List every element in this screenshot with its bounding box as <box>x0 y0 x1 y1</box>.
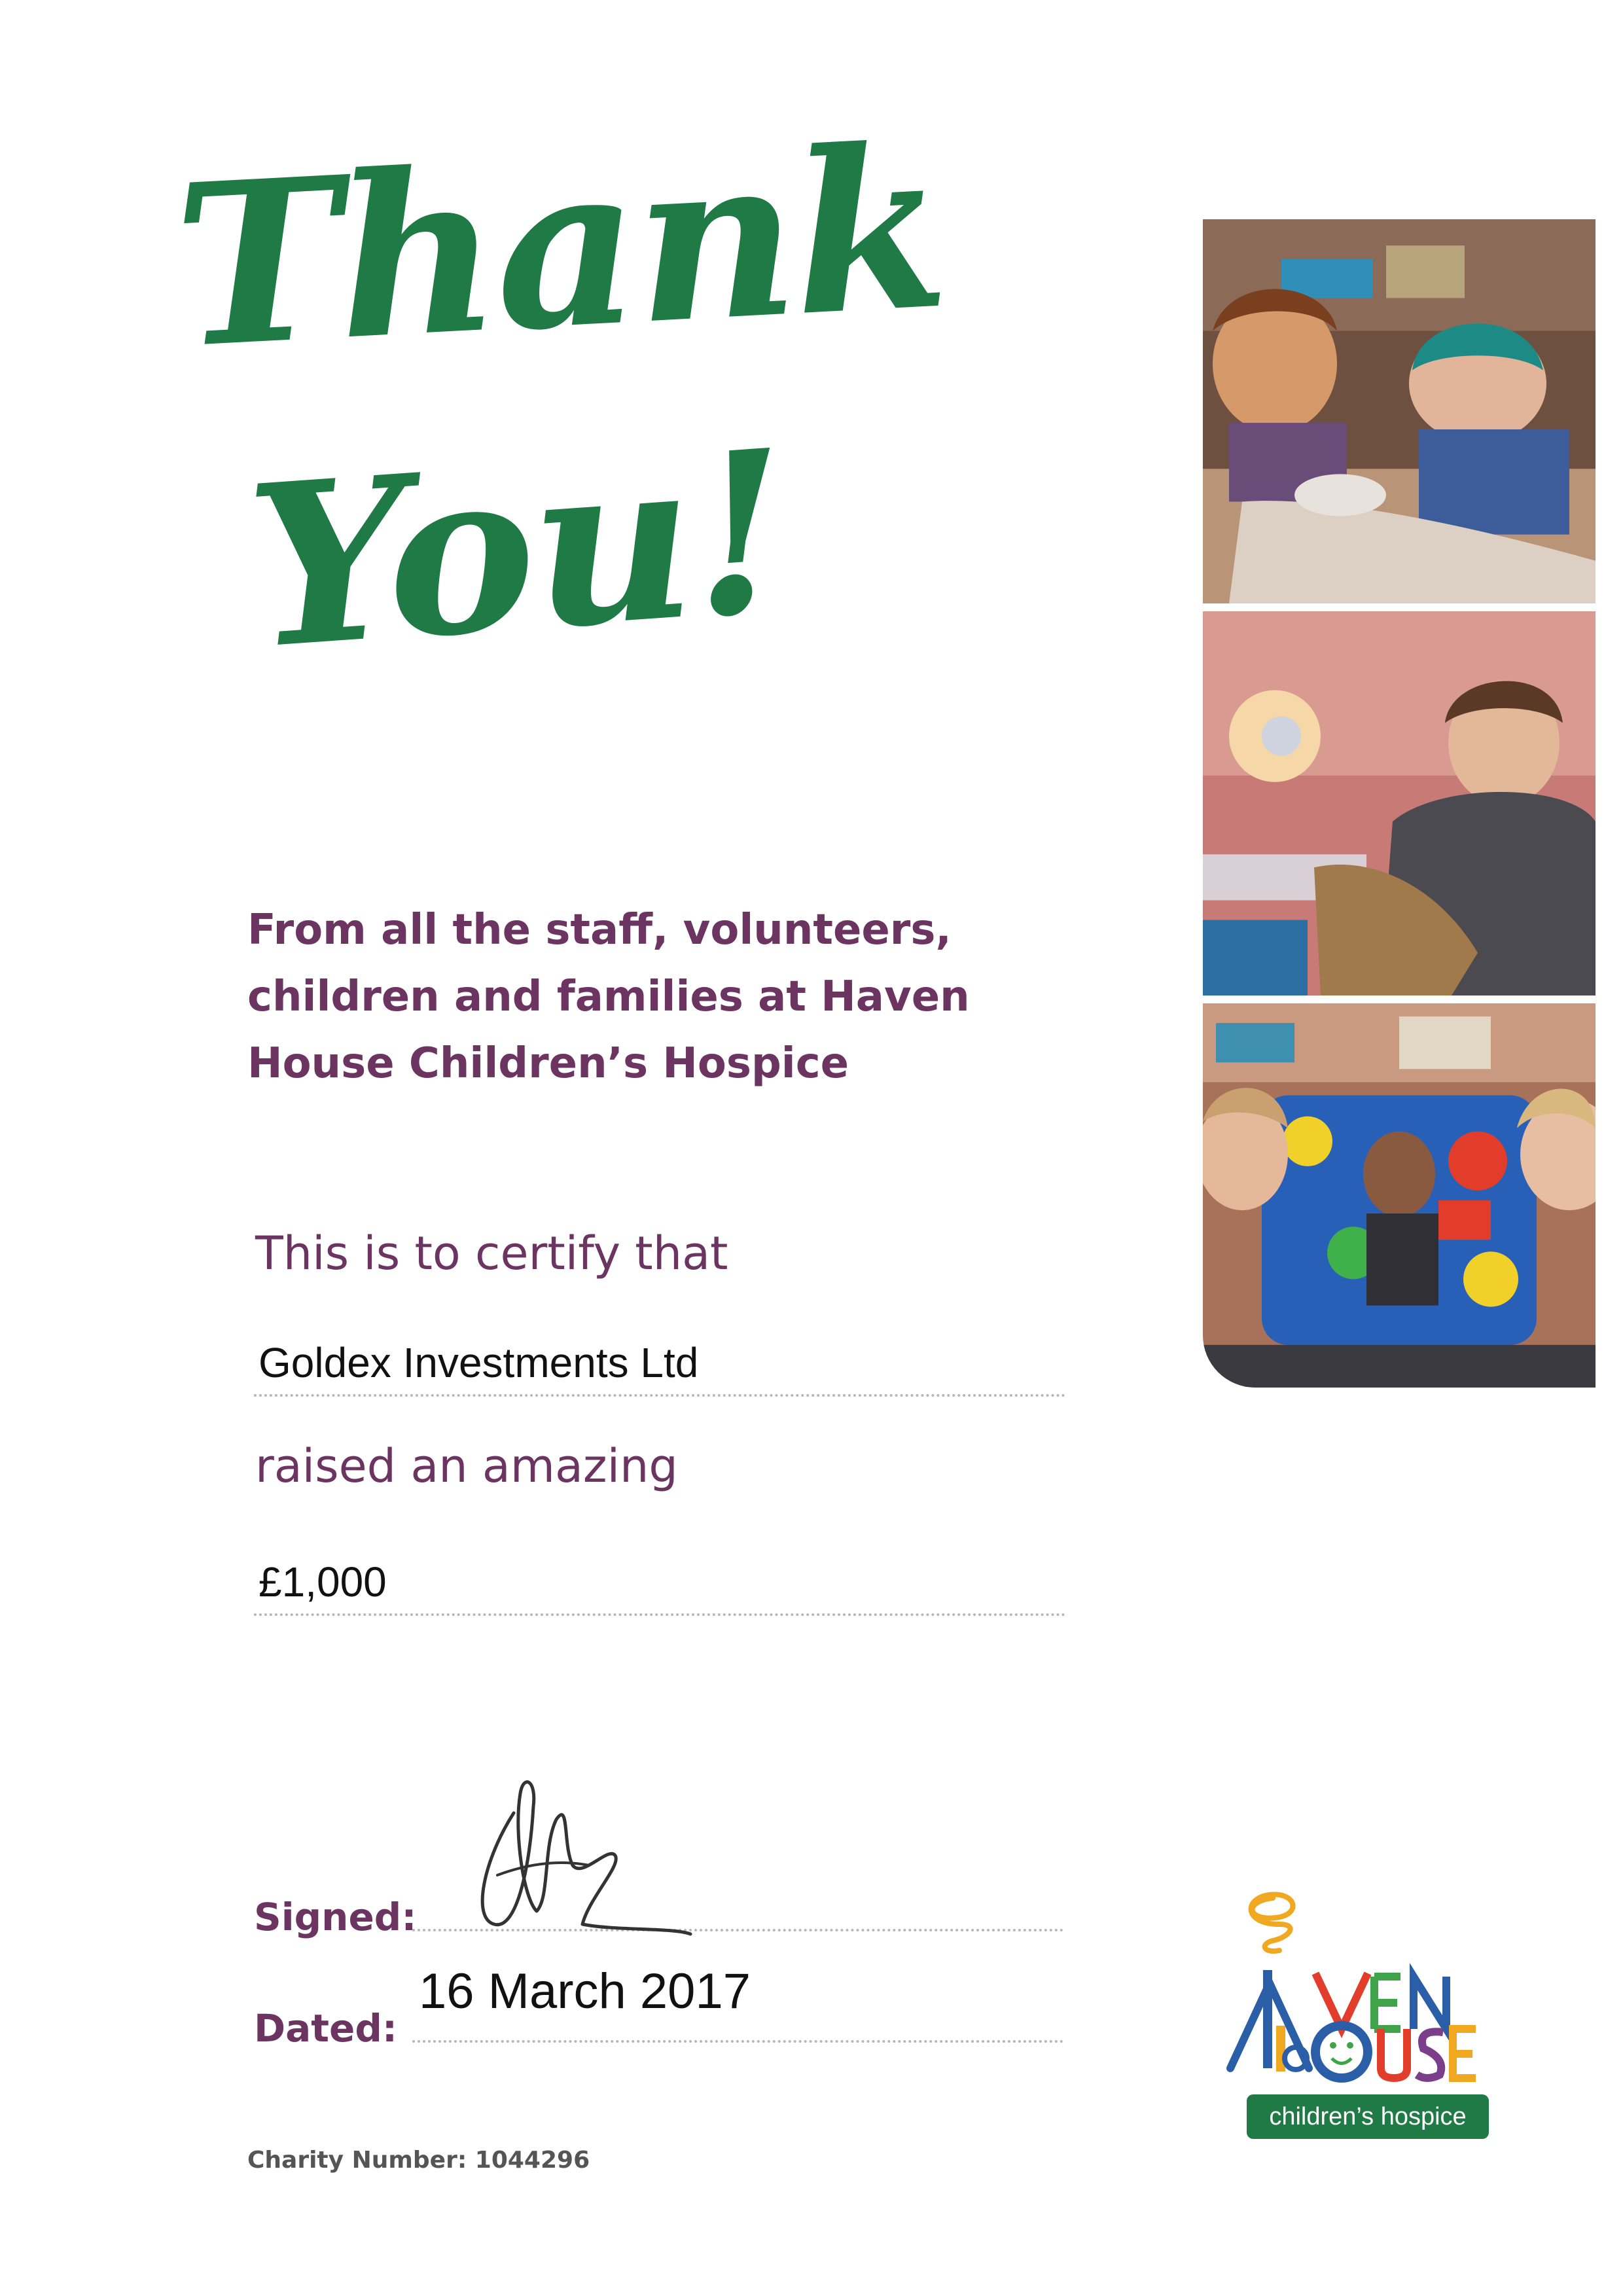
amount-value: £1,000 <box>259 1558 387 1605</box>
sensory-room-photo <box>1203 611 1596 996</box>
craft-activity-photo <box>1203 219 1596 603</box>
logo-tagline: children’s hospice <box>1247 2094 1489 2139</box>
amount-dotted-line <box>254 1613 1065 1616</box>
headline-you: You! <box>240 401 795 700</box>
headline-thank: Thank <box>169 97 950 399</box>
dated-dotted-line <box>412 2040 1063 2043</box>
signed-label: Signed: <box>254 1895 417 1939</box>
haven-house-logo <box>1217 1885 1518 2160</box>
certify-label: This is to certify that <box>255 1227 728 1280</box>
recipient-dotted-line <box>254 1394 1065 1397</box>
playroom-photo <box>1203 1003 1596 1388</box>
haven-house-logo-mark <box>1217 1885 1518 2094</box>
raised-label: raised an amazing <box>255 1439 678 1493</box>
signature-image <box>458 1767 694 1957</box>
date-value: 16 March 2017 <box>419 1964 751 2019</box>
charity-number: Charity Number: 1044296 <box>247 2147 590 2174</box>
intro-text: From all the staff, volunteers, children and families at Haven House Children’s Hospice <box>247 906 970 1088</box>
dated-label: Dated: <box>254 2006 398 2051</box>
photo-strip <box>1203 219 1596 1388</box>
recipient-name: Goldex Investments Ltd <box>259 1339 699 1386</box>
